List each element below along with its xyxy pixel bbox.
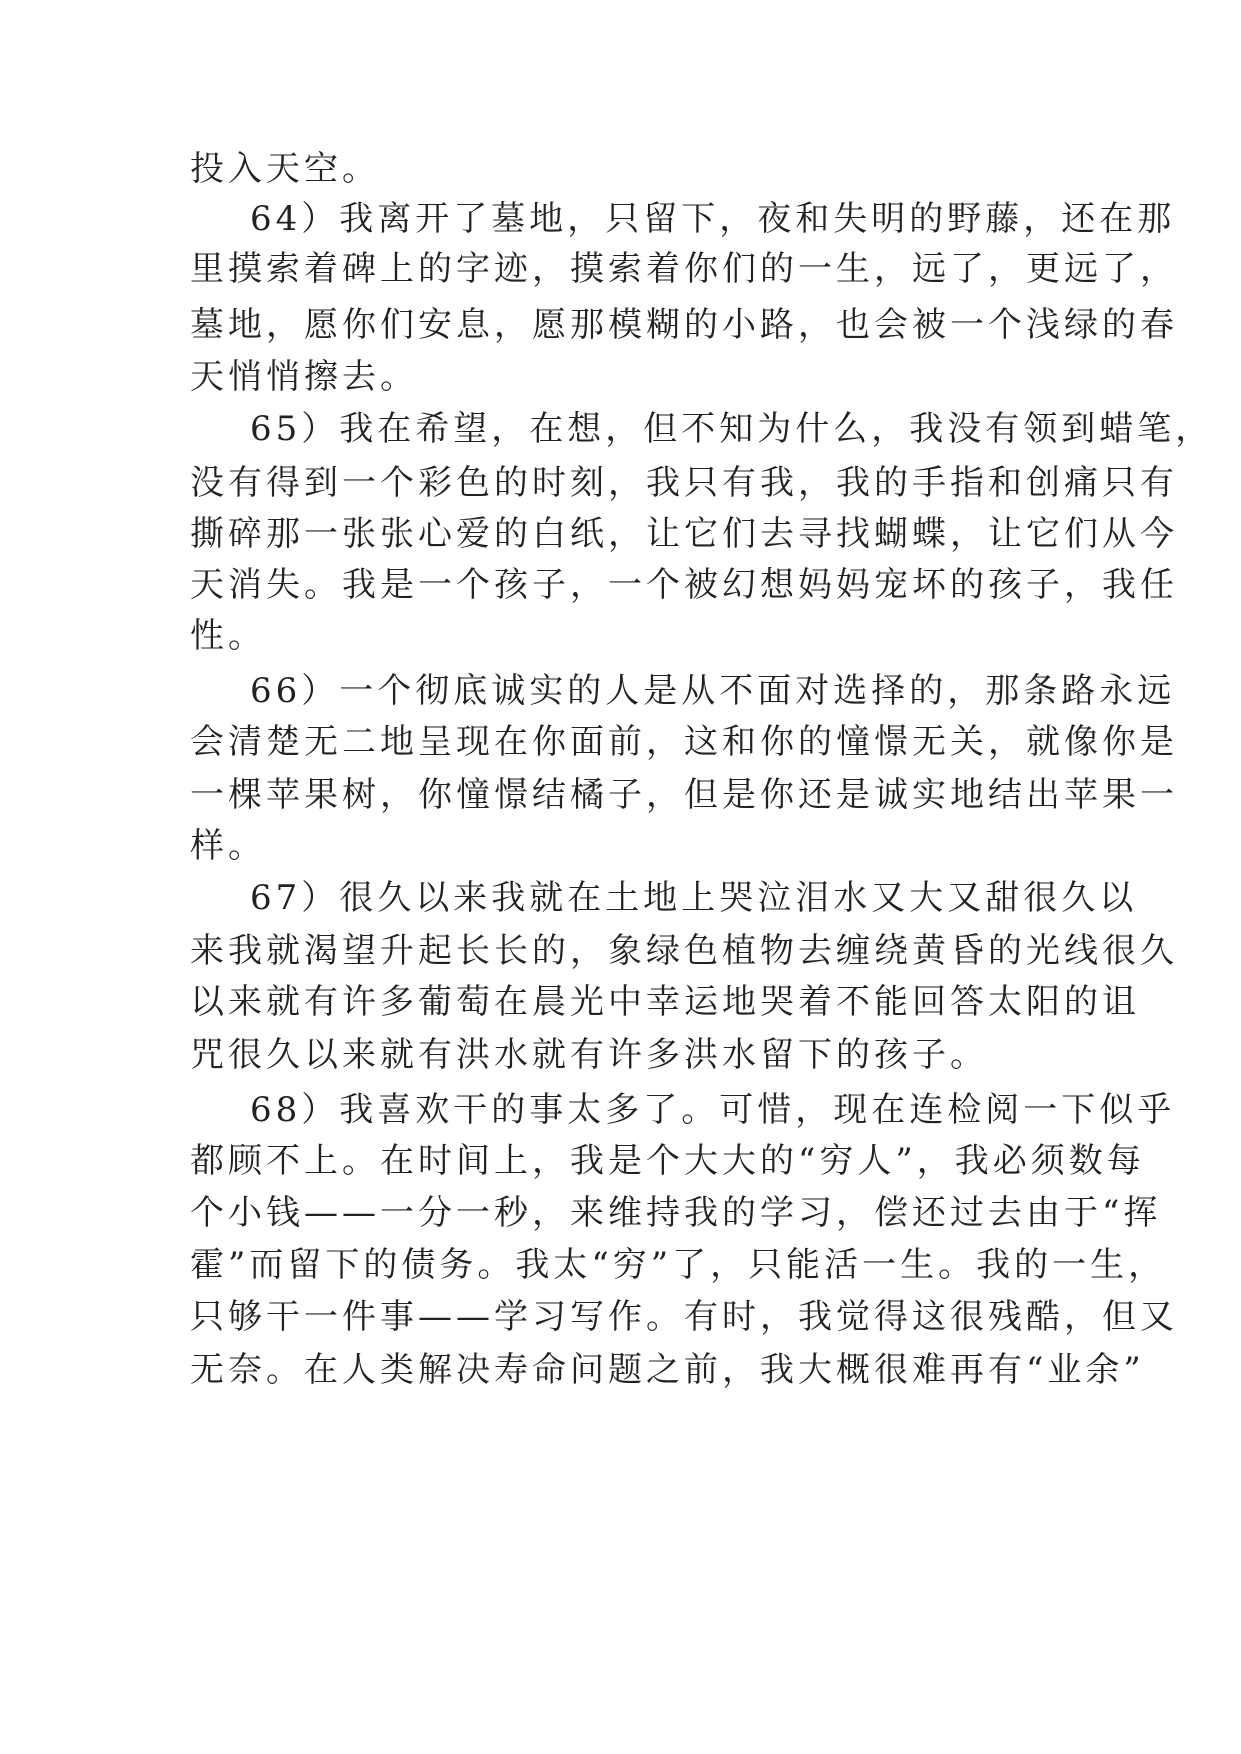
text-line-7: 没有得到一个彩色的时刻，我只有我，我的手指和创痛只有 [190,463,1178,503]
text-line-3: 里摸索着碑上的字迹，摸索着你们的一生，远了，更远了， [190,249,1178,289]
text-line-5: 天悄悄擦去。 [190,357,418,397]
text-line-9: 天消失。我是一个孩子，一个被幻想妈妈宠坏的孩子，我任 [190,565,1178,605]
paragraph-66-start: 66）一个彻底诚实的人是从不面对选择的，那条路永远 [250,671,1176,711]
paragraph-64-start: 64）我离开了墓地，只留下，夜和失明的野藤，还在那 [250,199,1176,239]
text-line-16: 来我就渴望升起长长的，象绿色植物去缠绕黄昏的光线很久 [190,931,1178,971]
text-line-14: 样。 [190,826,266,866]
text-line-10: 性。 [190,616,266,656]
text-line-20: 都顾不上。在时间上，我是个大大的“穷人”，我必须数每 [190,1141,1145,1181]
text-line-17: 以来就有许多葡萄在晨光中幸运地哭着不能回答太阳的诅 [190,982,1140,1022]
text-line-18: 咒很久以来就有洪水就有许多洪水留下的孩子。 [190,1035,988,1075]
paragraph-68-start: 68）我喜欢干的事太多了。可惜，现在连检阅一下似乎 [250,1090,1176,1130]
text-line-1: 投入天空。 [190,149,380,189]
text-line-12: 会清楚无二地呈现在你面前，这和你的憧憬无关，就像你是 [190,722,1178,762]
text-line-4: 墓地，愿你们安息，愿那模糊的小路，也会被一个浅绿的春 [190,305,1178,345]
text-line-22: 霍”而留下的债务。我太“穷”了，只能活一生。我的一生， [190,1245,1167,1285]
text-line-24: 无奈。在人类解决寿命问题之前，我大概很难再有“业余” [190,1350,1145,1390]
text-line-8: 撕碎那一张张心爱的白纸，让它们去寻找蝴蝶，让它们从今 [190,514,1178,554]
text-line-23: 只够干一件事——学习写作。有时，我觉得这很残酷，但又 [190,1297,1178,1337]
text-line-21: 个小钱——一分一秒，来维持我的学习，偿还过去由于“挥 [190,1193,1162,1233]
paragraph-67-start: 67）很久以来我就在土地上哭泣泪水又大又甜很久以 [250,878,1138,918]
paragraph-65-start: 65）我在希望，在想，但不知为什么，我没有领到蜡笔， [250,409,1214,449]
text-line-13: 一棵苹果树，你憧憬结橘子，但是你还是诚实地结出苹果一 [190,775,1178,815]
